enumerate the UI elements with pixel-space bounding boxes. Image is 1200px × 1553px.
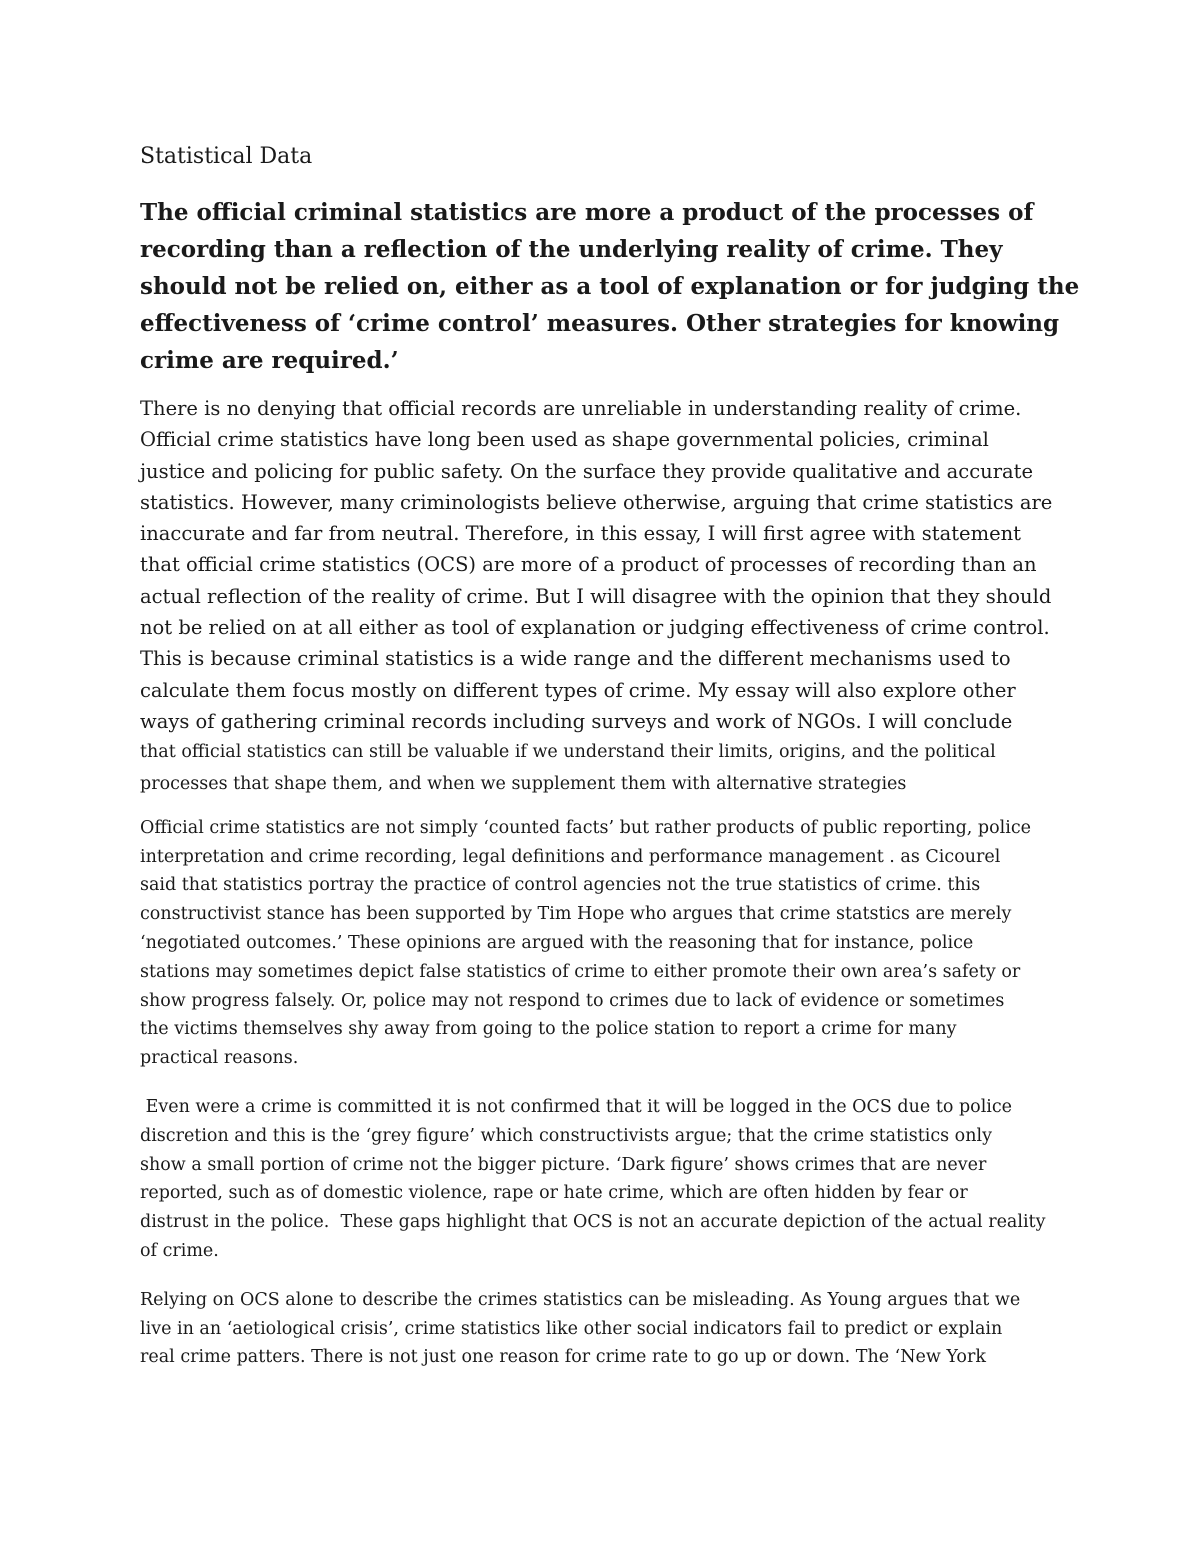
paragraph-line: interpretation and crime recording, legal definitions and performance management . as Cicourel	[140, 846, 1001, 867]
paragraph-line: live in an ‘aetiological crisis’, crime statistics like other social indicators fail to predict or explain	[140, 1318, 1003, 1339]
paragraph-line: justice and policing for public safety. On the surface they provide qualitative and accurate	[140, 459, 1034, 483]
paragraph-line: ways of gathering criminal records including surveys and work of NGOs. I will conclude	[140, 709, 1013, 733]
body-paragraph-grey-figure	[140, 1093, 1065, 1266]
paragraph-line: reported, such as of domestic violence, rape or hate crime, which are often hidden by fear or	[140, 1183, 968, 1204]
question-line: The official criminal statistics are more a product of the processes of	[140, 199, 1034, 226]
paragraph-line: calculate them focus mostly on different types of crime. My essay will also explore other	[140, 678, 1016, 702]
paragraph-line: Official crime statistics are not simply ‘counted facts’ but rather products of public reporting, police	[140, 817, 1032, 838]
paragraph-line: distrust in the police. These gaps highlight that OCS is not an accurate depiction of the actual reality	[140, 1212, 1046, 1233]
question-line: crime are required.’	[140, 347, 399, 374]
body-paragraph-relying-on-ocs	[140, 1286, 1065, 1372]
paragraph-line: show a small portion of crime not the bigger picture. ‘Dark figure’ shows crimes that are never	[140, 1154, 987, 1175]
paragraph-line: Even were a crime is committed it is not confirmed that it will be logged in the OCS due to police	[140, 1097, 1013, 1118]
paragraph-line: stations may sometimes depict false statistics of crime to either promote their own area’s safety or	[140, 961, 1021, 982]
paragraph-line: Official crime statistics have long been used as shape governmental policies, criminal	[140, 428, 989, 452]
intro-paragraph	[140, 393, 1065, 737]
paragraph-line: processes that shape them, and when we supplement them with alternative strategies	[140, 773, 907, 794]
paragraph-line: Relying on OCS alone to describe the crimes statistics can be misleading. As Young argues that we	[140, 1289, 1021, 1310]
intro-paragraph-tail	[140, 737, 1065, 800]
paragraph-line: show progress falsely. Or, police may not respond to crimes due to lack of evidence or sometimes	[140, 990, 1005, 1011]
paragraph-line: that official statistics can still be valuable if we understand their limits, origins, and the political	[140, 742, 996, 763]
paragraph-line: not be relied on at all either as tool of explanation or judging effectiveness of crime control.	[140, 616, 1050, 640]
paragraph-line: There is no denying that official records are unreliable in understanding reality of crime.	[140, 397, 1022, 420]
section-title: Statistical Data	[140, 144, 313, 169]
body-paragraph-official-statistics	[140, 814, 1065, 1073]
paragraph-line: the victims themselves shy away from going to the police station to report a crime for many	[140, 1019, 957, 1040]
question-line: recording than a reflection of the underlying reality of crime. They	[140, 236, 1003, 263]
paragraph-line: that official crime statistics (OCS) are more of a product of processes of recording than an	[140, 553, 1037, 577]
question-line: effectiveness of ‘crime control’ measures. Other strategies for knowing	[140, 310, 1060, 337]
paragraph-line: actual reflection of the reality of crime. But I will disagree with the opinion that they should	[140, 584, 1052, 608]
paragraph-line: of crime.	[140, 1241, 219, 1262]
paragraph-line: discretion and this is the ‘grey figure’ which constructivists argue; that the crime statistics only	[140, 1125, 992, 1146]
paragraph-line: practical reasons.	[140, 1048, 299, 1069]
paragraph-line: constructivist stance has been supported by Tim Hope who argues that crime statstics are merely	[140, 904, 1012, 925]
document-page	[140, 140, 1080, 1392]
paragraph-line: statistics. However, many criminologists believe otherwise, arguing that crime statistics are	[140, 490, 1053, 514]
paragraph-line: This is because criminal statistics is a wide range and the different mechanisms used to	[140, 647, 1011, 671]
essay-question	[140, 194, 1080, 379]
paragraph-line: real crime patters. There is not just one reason for crime rate to go up or down. The ‘New York	[140, 1347, 986, 1368]
paragraph-line: said that statistics portray the practice of control agencies not the true statistics of crime. this	[140, 875, 981, 896]
paragraph-line: ‘negotiated outcomes.’ These opinions are argued with the reasoning that for instance, police	[140, 933, 974, 954]
question-line: should not be relied on, either as a tool of explanation or for judging the	[140, 273, 1080, 300]
paragraph-line: inaccurate and far from neutral. Therefore, in this essay, I will first agree with statement	[140, 522, 1022, 546]
